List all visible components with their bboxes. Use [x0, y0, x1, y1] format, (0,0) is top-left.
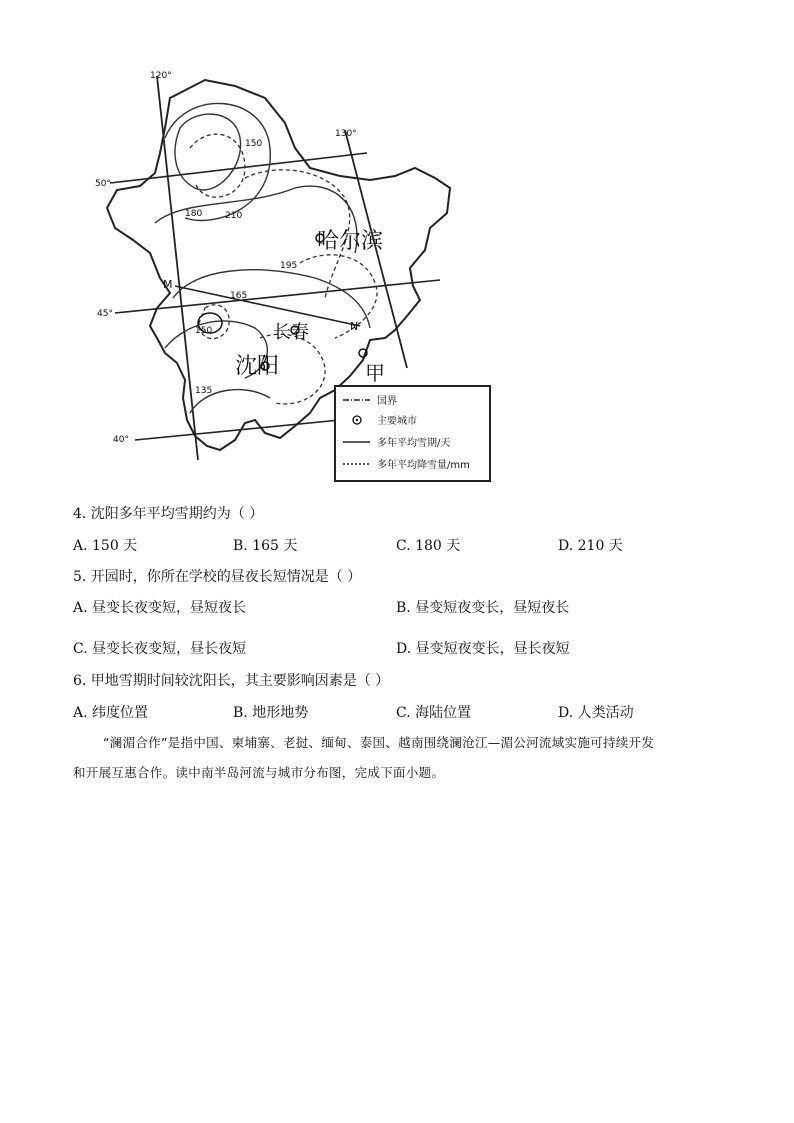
mn-line — [175, 286, 360, 326]
snow-map-figure — [95, 68, 500, 488]
question-4-option-b[interactable]: B. 165 天 — [233, 538, 298, 554]
label-harbin: 哈尔滨 — [317, 229, 384, 254]
label-parallel-45: 45° — [97, 309, 113, 319]
legend-snowfall: 多年平均降雪量/mm — [377, 460, 470, 471]
map-svg — [95, 68, 500, 488]
question-5-option-b[interactable]: B. 昼变短夜变长，昼短夜长 — [396, 600, 570, 616]
label-parallel-40: 40° — [113, 435, 129, 445]
label-changchun: 长春 — [273, 322, 309, 343]
contour-label: 150 — [195, 326, 213, 336]
question-4-stem: 4. 沈阳多年平均雪期约为（ ） — [73, 506, 264, 522]
contour-label: 195 — [280, 261, 298, 271]
question-6-option-c[interactable]: C. 海陆位置 — [396, 705, 472, 721]
isoline-snowfall — [300, 255, 377, 338]
label-parallel-50: 50° — [95, 179, 111, 189]
label-m: M — [163, 278, 173, 291]
contour-label: 150 — [245, 139, 263, 149]
legend-city: 主要城市 — [377, 416, 417, 427]
legend-snow-days: 多年平均雪期/天 — [377, 438, 451, 449]
label-shenyang: 沈阳 — [235, 354, 280, 379]
question-6-option-a[interactable]: A. 纬度位置 — [73, 705, 149, 721]
isoline-snowdays — [175, 114, 241, 190]
question-6-stem: 6. 甲地雪期时间较沈阳长，其主要影响因素是（ ） — [73, 673, 390, 689]
isoline-snowfall — [190, 134, 245, 197]
contour-label: 165 — [230, 291, 248, 301]
isoline-snowdays — [165, 103, 270, 220]
passage-line-1: “澜湄合作”是指中国、柬埔寨、老挝、缅甸、泰国、越南围绕澜沧江—湄公河流域实施可持续开发 — [103, 735, 655, 750]
label-n: N — [350, 320, 359, 333]
contour-label: 135 — [195, 386, 213, 396]
question-4-option-d[interactable]: D. 210 天 — [558, 538, 623, 554]
question-5-option-c[interactable]: C. 昼变长夜变短，昼长夜短 — [73, 641, 247, 657]
passage-line-2: 和开展互惠合作。读中南半岛河流与城市分布图，完成下面小题。 — [73, 765, 445, 780]
label-meridian-130: 130° — [335, 129, 357, 139]
question-4-option-c[interactable]: C. 180 天 — [396, 538, 461, 554]
label-jia: 甲 — [365, 361, 385, 385]
legend-border: 国界 — [377, 396, 397, 407]
isoline-snowdays — [173, 270, 370, 328]
contour-label: 210 — [225, 211, 243, 221]
question-5-stem: 5. 开园时，你所在学校的昼夜长短情况是（ ） — [73, 569, 362, 585]
map-legend — [335, 386, 490, 481]
question-5-option-d[interactable]: D. 昼变短夜变长，昼长夜短 — [396, 641, 570, 657]
label-meridian-120: 120° — [150, 71, 172, 81]
question-4-option-a[interactable]: A. 150 天 — [73, 538, 138, 554]
question-6-option-d[interactable]: D. 人类活动 — [558, 705, 634, 721]
contour-label: 180 — [185, 209, 203, 219]
question-6-option-b[interactable]: B. 地形地势 — [233, 705, 309, 721]
question-5-option-a[interactable]: A. 昼变长夜变短，昼短夜长 — [73, 600, 247, 616]
